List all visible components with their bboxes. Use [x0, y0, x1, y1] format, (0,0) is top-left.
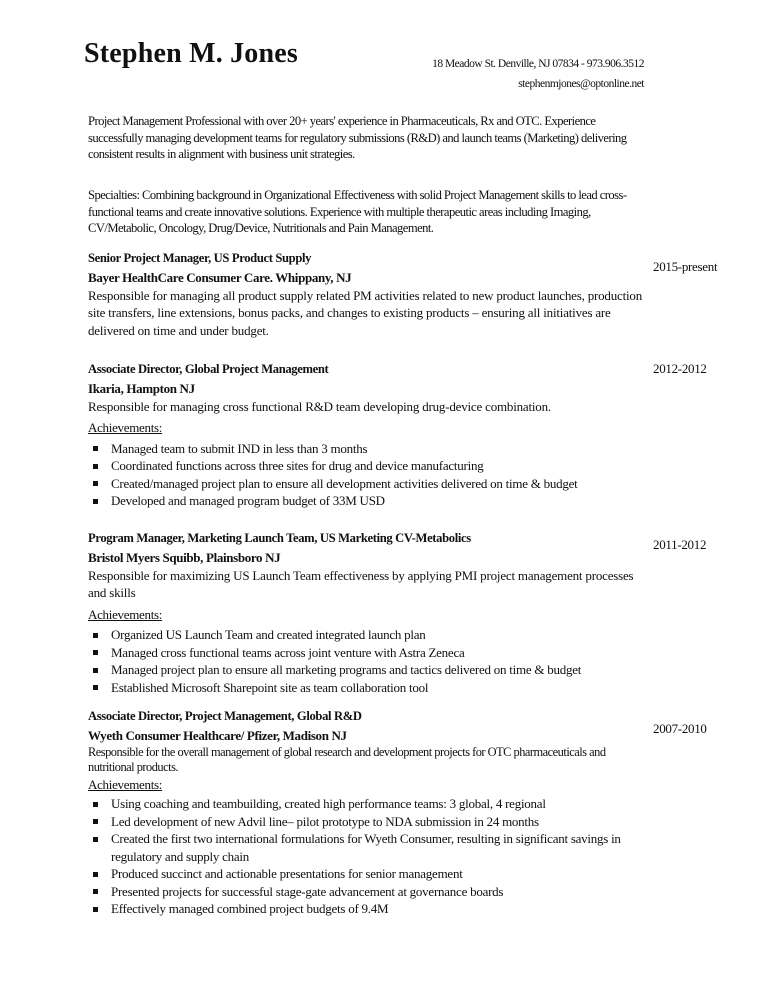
bullet-icon [93, 499, 98, 504]
achievements-label: Achievements: [88, 420, 163, 435]
job-title: Associate Director, Global Project Management [88, 362, 329, 376]
achievements-label: Achievements: [88, 776, 163, 792]
address-phone: 18 Meadow St. Denville, NJ 07834 - 973.906.3512 [432, 58, 644, 70]
bullet-icon [93, 668, 98, 673]
bullet-icon [93, 819, 98, 824]
bullet-icon [93, 446, 98, 451]
job-description: Responsible for the overall management of global research and development projects for OTC pharmaceuticals and nutritional products. [88, 744, 606, 774]
job-description: Responsible for managing all product supply related PM activities related to new product launches, production site transfers, line extensions, bonus packs, and changes to existing products – ensuring all initiatives are delivered on time and under budget. [88, 287, 643, 338]
job-company: Ikaria, Hampton NJ [88, 380, 195, 396]
achievements-label: Achievements: [88, 606, 163, 622]
job-company: Bayer HealthCare Consumer Care. Whippany, NJ [88, 269, 352, 285]
list-item: Managed team to submit IND in less than 3 months [88, 440, 648, 458]
achievements-list [88, 440, 648, 510]
list-item: Produced succinct and actionable presentations for senior management [88, 865, 648, 883]
job-description: Responsible for maximizing US Launch Team effectiveness by applying PMI project management processes and skills [88, 567, 634, 600]
bullet-icon [93, 650, 98, 655]
job-entry [88, 708, 648, 918]
bullet-icon [93, 872, 98, 877]
list-item: Developed and managed program budget of 33M USD [88, 492, 648, 510]
job-company: Bristol Myers Squibb, Plainsboro NJ [88, 549, 281, 565]
bullet-icon [93, 481, 98, 486]
list-item: Managed cross functional teams across joint venture with Astra Zeneca [88, 644, 648, 662]
bullet-icon [93, 837, 98, 842]
list-item: Coordinated functions across three sites for drug and device manufacturing [88, 457, 648, 475]
job-title: Senior Project Manager, US Product Supply [88, 251, 312, 265]
list-item: Presented projects for successful stage-gate advancement at governance boards [88, 883, 648, 901]
list-item: Led development of new Advil line– pilot prototype to NDA submission in 24 months [88, 813, 648, 831]
list-item: Organized US Launch Team and created integrated launch plan [88, 626, 648, 644]
job-entry [88, 530, 648, 696]
list-item: Established Microsoft Sharepoint site as team collaboration tool [88, 679, 648, 697]
list-item: Managed project plan to ensure all marketing programs and tactics delivered on time & budget [88, 661, 648, 679]
email: stephenmjones@optonline.net [518, 78, 644, 90]
summary-paragraph: Project Management Professional with over 20+ years' experience in Pharmaceuticals, Rx and OTC. Experience successfully managing development teams for regulatory submissions (R&D) and launch teams (Marketing) delivering consistent results in alignment with business unit strategies. [88, 114, 627, 161]
job-description: Responsible for managing cross functional R&D team developing drug-device combination. [88, 398, 551, 414]
bullet-icon [93, 907, 98, 912]
list-item: Using coaching and teambuilding, created high performance teams: 3 global, 4 regional [88, 795, 648, 813]
job-title: Associate Director, Project Management, Global R&D [88, 709, 362, 723]
contact-info [400, 56, 644, 94]
candidate-name: Stephen M. Jones [84, 38, 298, 69]
bullet-icon [93, 889, 98, 894]
job-title: Program Manager, Marketing Launch Team, US Marketing CV-Metabolics [88, 531, 471, 545]
achievements-list [88, 626, 648, 696]
list-item: Effectively managed combined project budgets of 9.4M [88, 900, 648, 918]
job-years: 2012-2012 [653, 361, 707, 376]
job-years: 2015-present [653, 259, 718, 274]
job-entry [88, 361, 648, 510]
specialties-paragraph: Specialties: Combining background in Organizational Effectiveness with solid Project Management skills to lead cross-functional teams and create innovative solutions. Experience with multiple therapeutic areas including Imaging, CV/Metabolic, Oncology, Drug/Device, Nutritionals and Pain Management. [88, 188, 627, 235]
job-entry [88, 250, 648, 339]
list-item: Created/managed project plan to ensure all development activities delivered on time & budget [88, 475, 648, 493]
bullet-icon [93, 464, 98, 469]
job-company: Wyeth Consumer Healthcare/ Pfizer, Madison NJ [88, 727, 347, 743]
achievements-list [88, 795, 648, 918]
job-years: 2007-2010 [653, 721, 707, 736]
job-years: 2011-2012 [653, 537, 707, 552]
bullet-icon [93, 685, 98, 690]
bullet-icon [93, 633, 98, 638]
bullet-icon [93, 802, 98, 807]
list-item: Created the first two international formulations for Wyeth Consumer, resulting in significant savings in regulatory and supply chain [88, 830, 648, 865]
